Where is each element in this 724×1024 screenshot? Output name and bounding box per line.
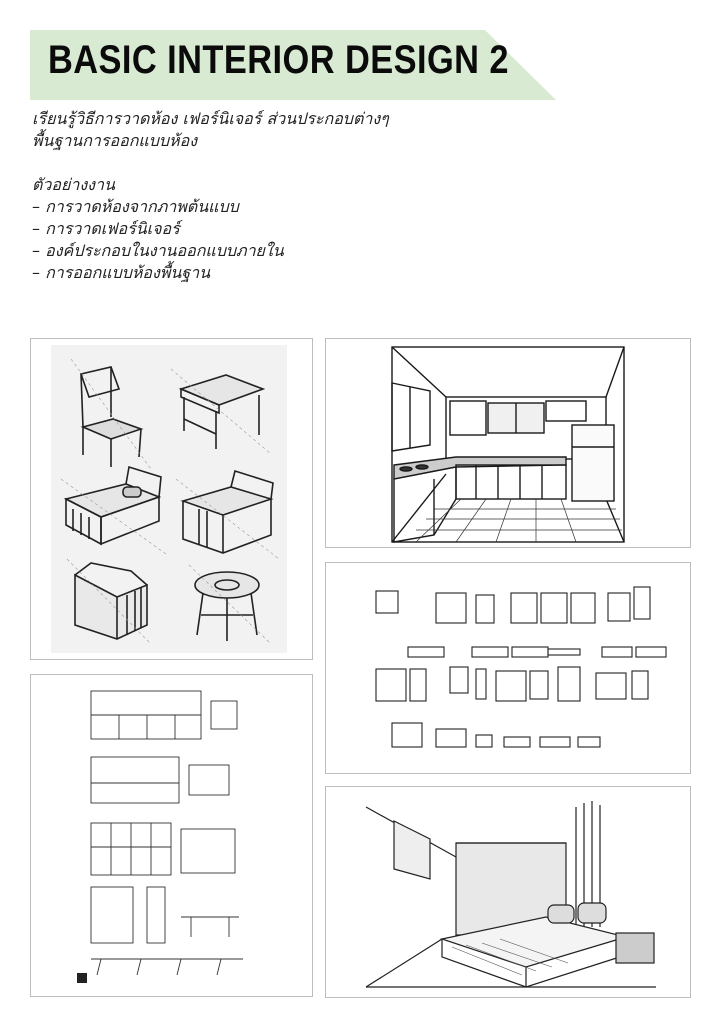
example-item: – การวาดเฟอร์นิเจอร์ [32, 219, 180, 238]
examples-heading: ตัวอย่างงาน [32, 175, 115, 194]
intro-text [32, 108, 389, 284]
kitchen-elevations-image [30, 674, 313, 997]
bedroom-elevations-drawing [326, 563, 690, 773]
example-item: – การวาดห้องจากภาพต้นแบบ [32, 197, 239, 216]
example-item: – องค์ประกอบในงานออกแบบภายใน [32, 241, 284, 260]
bedroom-perspective-image [325, 786, 691, 998]
bedroom-elevations-image [325, 562, 691, 774]
kitchen-perspective-drawing [326, 339, 690, 547]
page-title: BASIC INTERIOR DESIGN 2 [48, 38, 509, 82]
intro-line: เรียนรู้วิธีการวาดห้อง เฟอร์นิเจอร์ ส่วนประกอบต่างๆ [32, 109, 389, 128]
kitchen-perspective-image [325, 338, 691, 548]
kitchen-elevations-drawing [31, 675, 312, 996]
bedroom-perspective-drawing [326, 787, 690, 997]
intro-line: พื้นฐานการออกแบบห้อง [32, 131, 197, 150]
example-item: – การออกแบบห้องพื้นฐาน [32, 263, 211, 282]
furniture-sketch-image [30, 338, 313, 660]
furniture-sketch-drawing [31, 339, 312, 659]
